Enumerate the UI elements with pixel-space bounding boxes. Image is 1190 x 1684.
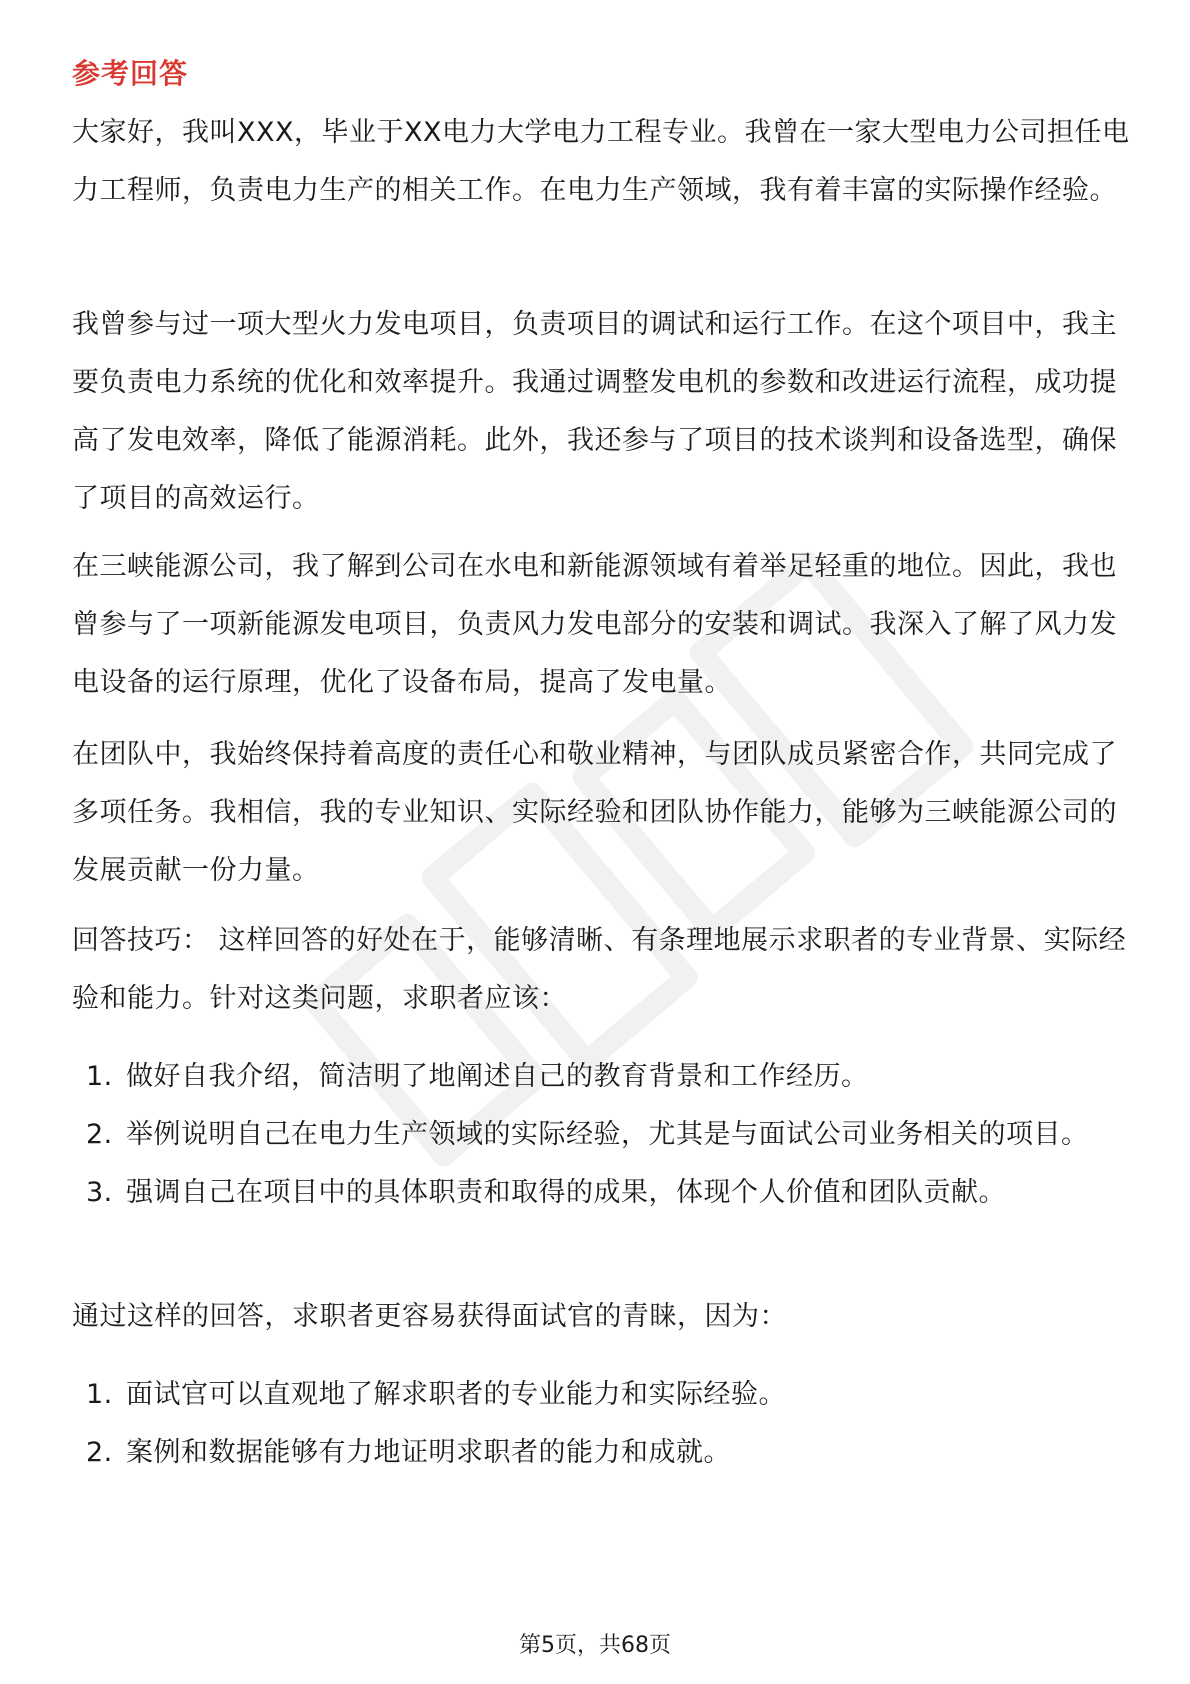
reasons-list bbox=[72, 1366, 1132, 1482]
list-item bbox=[72, 1048, 1132, 1106]
list-item-text: 面试官可以直观地了解求职者的专业能力和实际经验。 bbox=[126, 1379, 786, 1410]
paragraph-project: 我曾参与过一项大型火力发电项目，负责项目的调试和运行工作。在这个项目中，我主要负责电力系统的优化和效率提升。我通过调整发电机的参数和改进运行流程，成功提高了发电效率，降低了能源消耗。此外，我还参与了项目的技术谈判和设备选型，确保了项目的高效运行。 bbox=[72, 309, 1117, 514]
list-item-number: 2. bbox=[86, 1119, 113, 1150]
paragraph-tips: 回答技巧： 这样回答的好处在于，能够清晰、有条理地展示求职者的专业背景、实际经验和能力。针对这类问题，求职者应该： bbox=[72, 925, 1127, 1014]
list-item-number: 3. bbox=[86, 1177, 113, 1208]
list-item-text: 做好自我介绍，简洁明了地阐述自己的教育背景和工作经历。 bbox=[126, 1061, 869, 1092]
paragraph-intro: 大家好，我叫XXX，毕业于XX电力大学电力工程专业。我曾在一家大型电力公司担任电力工程师，负责电力生产的相关工作。在电力生产领域，我有着丰富的实际操作经验。 bbox=[72, 117, 1130, 206]
paragraph-reason: 通过这样的回答，求职者更容易获得面试官的青睐，因为： bbox=[72, 1301, 787, 1332]
list-item-number: 2. bbox=[86, 1437, 113, 1468]
list-item-text: 举例说明自己在电力生产领域的实际经验，尤其是与面试公司业务相关的项目。 bbox=[126, 1119, 1089, 1150]
list-item-text: 强调自己在项目中的具体职责和取得的成果，体现个人价值和团队贡献。 bbox=[126, 1177, 1006, 1208]
paragraph-team: 在团队中，我始终保持着高度的责任心和敬业精神，与团队成员紧密合作，共同完成了多项任务。我相信，我的专业知识、实际经验和团队协作能力，能够为三峡能源公司的发展贡献一份力量。 bbox=[72, 739, 1117, 886]
list-item-number: 1. bbox=[86, 1379, 113, 1410]
list-item bbox=[72, 1106, 1132, 1164]
section-heading: 参考回答 bbox=[72, 57, 189, 90]
list-item-text: 案例和数据能够有力地证明求职者的能力和成就。 bbox=[126, 1437, 731, 1468]
tips-list bbox=[72, 1048, 1132, 1222]
list-item bbox=[72, 1366, 1132, 1424]
paragraph-company: 在三峡能源公司，我了解到公司在水电和新能源领域有着举足轻重的地位。因此，我也曾参与了一项新能源发电项目，负责风力发电部分的安装和调试。我深入了解了风力发电设备的运行原理，优化了设备布局，提高了发电量。 bbox=[72, 551, 1117, 698]
page-number-footer: 第5页，共68页 bbox=[519, 1633, 671, 1658]
list-item-number: 1. bbox=[86, 1061, 113, 1092]
list-item bbox=[72, 1424, 1132, 1482]
list-item bbox=[72, 1164, 1132, 1222]
